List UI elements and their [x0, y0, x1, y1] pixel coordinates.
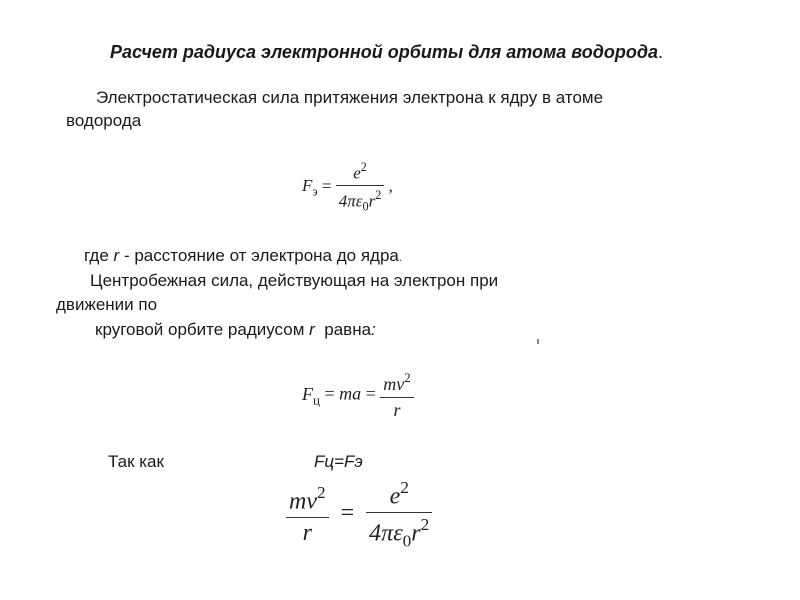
paragraph-electrostatic-line2: водорода: [66, 111, 142, 130]
formula-force-balance: [286, 478, 432, 552]
formula1-fraction: [336, 160, 385, 215]
formula1-comma: ,: [388, 176, 393, 196]
where-variable: r: [113, 246, 120, 265]
force-equality: Fц=Fэ: [314, 452, 363, 471]
formula3-left-fraction: [286, 483, 329, 547]
formula2-denominator: r: [393, 399, 401, 420]
formula3-right-denominator: $4\pi\varepsilon_0r^2$: [369, 515, 430, 551]
paragraph-centrifugal-line2: движении по: [56, 295, 158, 314]
formula3-right-numerator: $e^2$: [389, 478, 409, 510]
formula2-equals-2: =: [365, 383, 376, 404]
formula1-lhs: $F_э$: [302, 176, 318, 199]
formula2-numerator: $mv^2$: [383, 370, 411, 394]
formula3-right-bar: [366, 512, 432, 513]
formula2-ma: ma: [339, 383, 362, 404]
formula-electrostatic-force: [302, 160, 393, 215]
formula2-equals-1: =: [324, 383, 335, 404]
formula1-denominator: $4\pi\varepsilon_0r^2$: [338, 188, 382, 214]
formula1-numerator: $e^2$: [353, 160, 367, 183]
formula-centrifugal-force: [302, 370, 414, 421]
formula1-equals: =: [321, 176, 332, 196]
formula2-fraction: [380, 370, 413, 421]
formula3-equals: =: [340, 500, 355, 527]
formula2-fraction-bar: [380, 397, 413, 398]
paragraph-centrifugal-line1: Центробежная сила, действующая на электрон при: [90, 271, 499, 290]
where-definition: где r - расстояние от электрона до ядра.: [84, 246, 403, 265]
title-period: .: [657, 42, 663, 62]
since-label: Так как: [108, 452, 164, 471]
formula3-left-denominator: r: [302, 520, 312, 547]
title-text: Расчет радиуса электронной орбиты для атома водорода: [110, 42, 658, 62]
radius-variable: r: [309, 320, 315, 339]
page-title: [110, 42, 663, 63]
paragraph-electrostatic-line1: Электростатическая сила притяжения электрона к ядру в атоме: [96, 88, 604, 107]
formula2-lhs: $F_ц$: [302, 383, 320, 408]
formula3-right-fraction: [366, 478, 432, 552]
formula3-left-bar: [286, 517, 329, 518]
stray-mark: [537, 339, 539, 344]
paragraph-centrifugal-line3: круговой орбите радиусом r равна:: [95, 320, 376, 339]
formula3-left-numerator: $mv^2$: [289, 482, 326, 515]
formula1-fraction-bar: [336, 185, 385, 186]
